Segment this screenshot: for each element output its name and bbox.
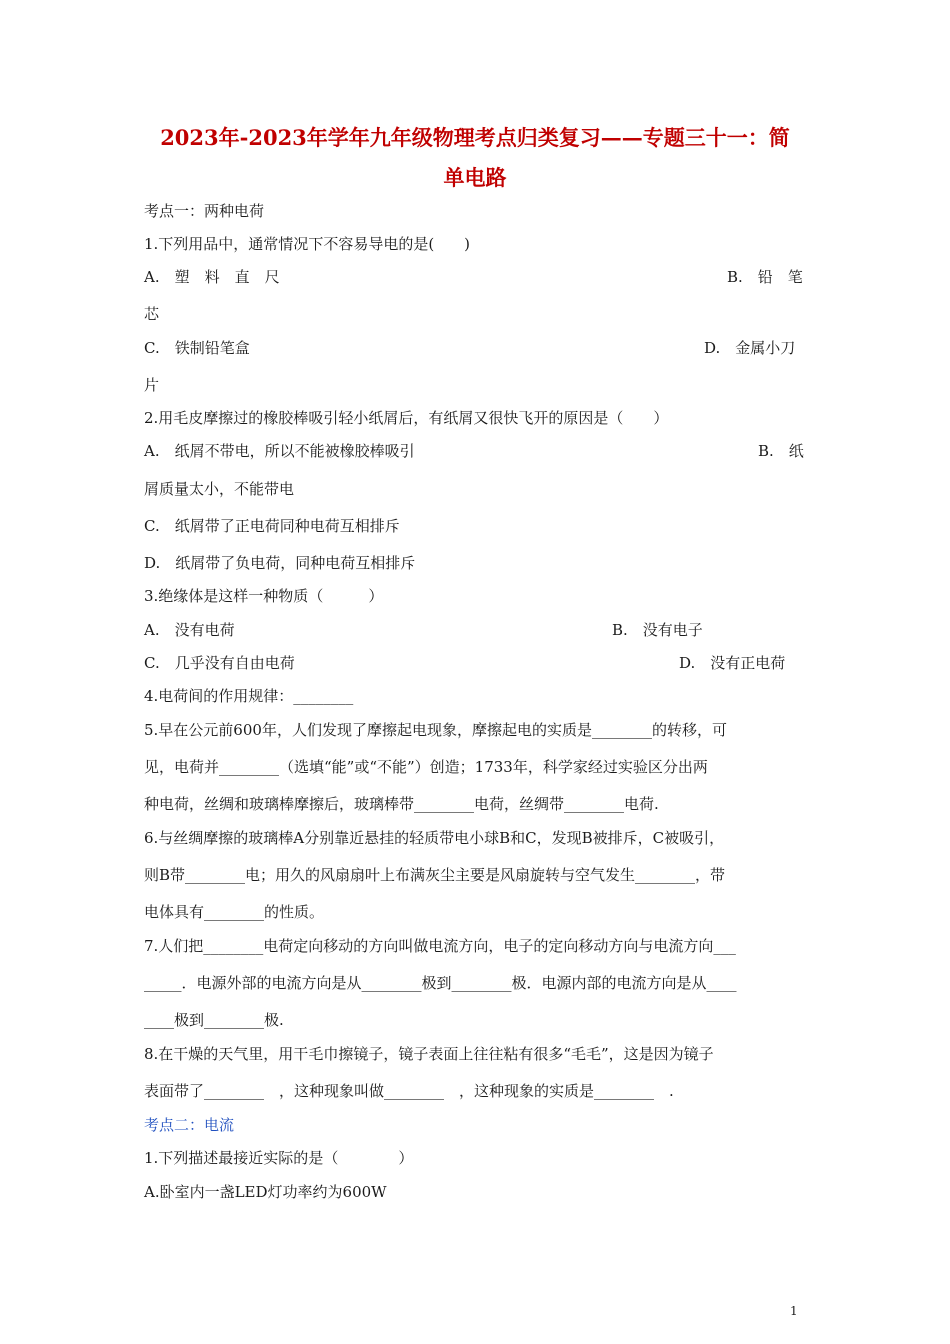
section-heading-1: 考点一：两种电荷 [144,202,265,220]
q1-option-b: B. 铅 笔 [727,268,803,286]
q2-stem: 2.用毛皮摩擦过的橡胶棒吸引轻小纸屑后，有纸屑又很快飞开的原因是（ ） [144,409,669,427]
q2-option-d: D. 纸屑带了负电荷，同种电荷互相排斥 [144,554,416,572]
q1-stem: 1.下列用品中，通常情况下不容易导电的是( ) [144,235,471,253]
q5-line-2: 见，电荷并________（选填“能”或“不能”）创造；1733年，科学家经过实验区分出两 [144,758,708,776]
q6-line-3: 电体具有________的性质。 [144,903,325,921]
q1-option-a: A. 塑 料 直 尺 [144,268,280,286]
page-number: 1 [790,1304,798,1318]
title-line-1: 2023年-2023年学年九年级物理考点归类复习——专题三十一：简 [160,125,790,150]
section-heading-2: 考点二：电流 [144,1116,235,1134]
q8-line-1: 8.在干燥的天气里，用干毛巾擦镜子，镜子表面上往往粘有很多“毛毛”，这是因为镜子 [144,1045,714,1063]
q2-option-b-cont: 屑质量太小，不能带电 [144,480,295,498]
q1-option-d: D. 金属小刀 [704,339,796,357]
q2-option-c: C. 纸屑带了正电荷同种电荷互相排斥 [144,517,400,535]
q7-line-3: ____极到________极. [144,1011,284,1029]
q6-line-1: 6.与丝绸摩擦的玻璃棒A分别靠近悬挂的轻质带电小球B和C，发现B被排斥，C被吸引， [144,829,725,847]
q3-option-a: A. 没有电荷 [144,621,235,639]
q1-option-b-cont: 芯 [144,305,160,323]
title-line-2: 单电路 [443,165,507,190]
q5-line-1: 5.早在公元前600年，人们发现了摩擦起电现象，摩擦起电的实质是________的转移，可 [144,721,727,739]
q2-option-b: B. 纸 [758,442,804,460]
q3-stem: 3.绝缘体是这样一种物质（ ） [144,587,384,605]
q3-option-d: D. 没有正电荷 [679,654,786,672]
q1-option-d-cont: 片 [144,376,160,394]
q2-option-a: A. 纸屑不带电，所以不能被橡胶棒吸引 [144,442,415,460]
q3-option-c: C. 几乎没有自由电荷 [144,654,295,672]
q8-line-2: 表面带了________ ，这种现象叫做________ ，这种现象的实质是________ . [144,1082,674,1100]
p2q1-option-a: A.卧室内一盏LED灯功率约为600W [144,1183,387,1201]
q7-line-2: _____．电源外部的电流方向是从________极到________极．电源内部的电流方向是从____ [144,974,737,992]
q5-line-3: 种电荷，丝绸和玻璃棒摩擦后，玻璃棒带________电荷，丝绸带________电荷. [144,795,659,813]
q1-option-c: C. 铁制铅笔盒 [144,339,250,357]
q4-text: 4.电荷间的作用规律：________ [144,687,354,705]
p2q1-stem: 1.下列描述最接近实际的是（ ） [144,1149,414,1167]
document-title [140,118,810,198]
q3-option-b: B. 没有电子 [612,621,703,639]
q6-line-2: 则B带________电；用久的风扇扇叶上布满灰尘主要是风扇旋转与空气发生________，带 [144,866,726,884]
q7-line-1: 7.人们把________电荷定向移动的方向叫做电流方向，电子的定向移动方向与电流方向___ [144,937,736,955]
